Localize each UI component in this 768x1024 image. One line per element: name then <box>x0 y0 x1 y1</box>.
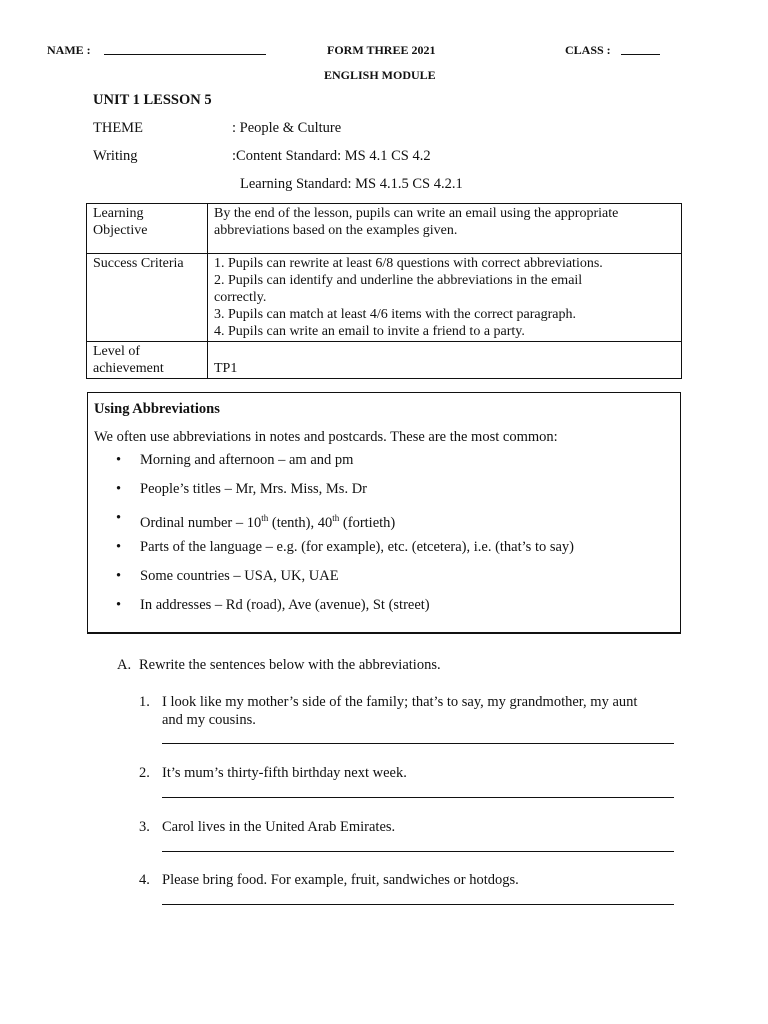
objective-label-line: Learning <box>93 206 144 221</box>
theme-label: THEME <box>93 120 143 136</box>
objective-label <box>87 204 208 254</box>
question-text: It’s mum’s thirty-fifth birthday next week. <box>162 765 407 781</box>
ordinal-sup: th <box>332 513 340 523</box>
name-blank[interactable] <box>104 44 266 55</box>
question-number: 3. <box>139 819 150 835</box>
answer-line[interactable] <box>162 743 674 744</box>
list-item-text: Morning and afternoon – am and pm <box>140 452 354 468</box>
list-item <box>88 536 574 565</box>
theme-value: : People & Culture <box>232 120 342 136</box>
criteria-label: Success Criteria <box>87 254 208 342</box>
exercise-instruction: Rewrite the sentences below with the abbreviations. <box>139 657 441 673</box>
question-text: Please bring food. For example, fruit, sandwiches or hotdogs. <box>162 872 519 888</box>
criteria-item: 4. Pupils can write an email to invite a friend to a party. <box>214 324 525 339</box>
bullet-icon: • <box>116 481 122 497</box>
level-label-line: achievement <box>93 361 164 376</box>
lesson-table <box>86 203 682 379</box>
answer-line[interactable] <box>162 904 674 905</box>
objective-row <box>87 204 682 254</box>
question-number: 4. <box>139 872 150 888</box>
criteria-item: 3. Pupils can match at least 4/6 items with the correct paragraph. <box>214 307 576 322</box>
abbreviations-list <box>88 449 574 623</box>
objective-text <box>208 204 682 254</box>
criteria-item: correctly. <box>214 290 267 305</box>
level-label <box>87 342 208 379</box>
writing-label: Writing <box>93 148 138 164</box>
answer-line[interactable] <box>162 851 674 852</box>
criteria-item: 1. Pupils can rewrite at least 6/8 questions with correct abbreviations. <box>214 256 603 271</box>
list-item <box>88 478 574 507</box>
abbreviations-title: Using Abbreviations <box>94 401 220 417</box>
list-item-text: Parts of the language – e.g. (for example), etc. (etcetera), i.e. (that’s to say) <box>140 539 575 555</box>
list-item <box>88 594 574 623</box>
class-label: CLASS : <box>565 43 611 57</box>
ordinal-mid: (tenth), 40 <box>268 514 333 531</box>
abbreviations-intro: We often use abbreviations in notes and postcards. These are the most common: <box>94 429 558 445</box>
question-text: Carol lives in the United Arab Emirates. <box>162 819 396 835</box>
list-item <box>88 507 574 536</box>
answer-line[interactable] <box>162 797 674 798</box>
objective-text-line: abbreviations based on the examples given. <box>214 223 458 238</box>
question-text: and my cousins. <box>162 712 256 728</box>
question-text: I look like my mother’s side of the family; that’s to say, my grandmother, my aunt <box>162 694 638 710</box>
ordinal-suffix: (fortieth) <box>339 514 396 531</box>
form-label: FORM THREE 2021 <box>327 43 436 57</box>
bullet-icon: • <box>116 568 122 584</box>
list-item-text: People’s titles – Mr, Mrs. Miss, Ms. Dr <box>140 481 368 497</box>
bullet-icon: • <box>116 510 122 526</box>
module-title: ENGLISH MODULE <box>324 68 436 82</box>
list-item-text <box>140 515 395 531</box>
level-row <box>87 342 682 379</box>
objective-text-line: By the end of the lesson, pupils can write an email using the appropriate <box>214 206 619 221</box>
name-label: NAME : <box>47 43 91 57</box>
bullet-icon: • <box>116 452 122 468</box>
question-number: 1. <box>139 694 150 710</box>
list-item <box>88 565 574 594</box>
learning-standard: Learning Standard: MS 4.1.5 CS 4.2.1 <box>240 176 463 192</box>
criteria-list <box>208 254 682 342</box>
objective-label-line: Objective <box>93 223 148 238</box>
bullet-icon: • <box>116 539 122 555</box>
exercise-letter: A. <box>117 657 132 673</box>
level-label-line: Level of <box>93 344 141 359</box>
ordinal-prefix: Ordinal number – 10 <box>140 514 262 531</box>
question-number: 2. <box>139 765 150 781</box>
list-item-text: Some countries – USA, UK, UAE <box>140 568 339 584</box>
criteria-item: 2. Pupils can identify and underline the abbreviations in the email <box>214 273 583 288</box>
ordinal-sup: th <box>261 513 269 523</box>
unit-title: UNIT 1 LESSON 5 <box>93 92 212 108</box>
criteria-row <box>87 254 682 342</box>
bullet-icon: • <box>116 597 122 613</box>
list-item <box>88 449 574 478</box>
content-standard: :Content Standard: MS 4.1 CS 4.2 <box>232 148 431 164</box>
list-item-text: In addresses – Rd (road), Ave (avenue), St (street) <box>140 597 430 613</box>
class-blank[interactable] <box>621 44 660 55</box>
level-value: TP1 <box>208 342 682 379</box>
abbreviations-box <box>87 392 681 634</box>
